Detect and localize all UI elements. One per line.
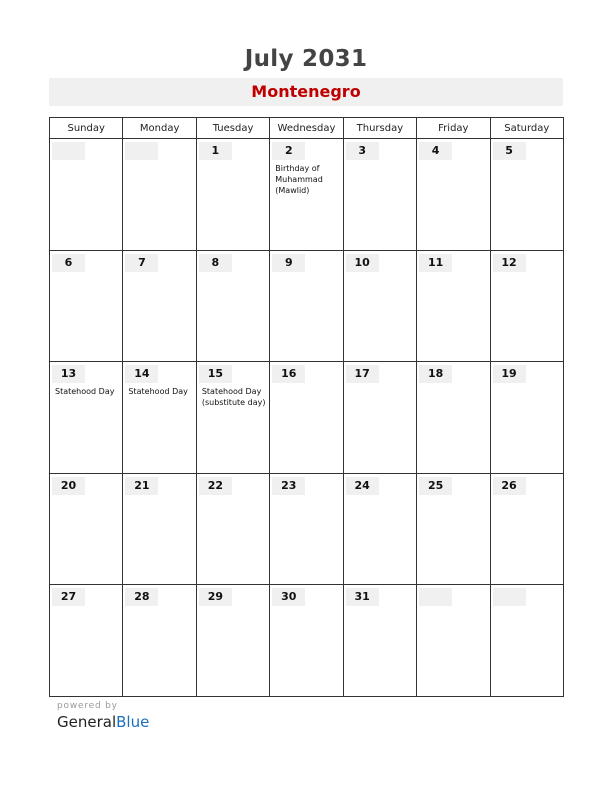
day-cell [490,250,563,362]
holiday-label: Statehood Day [128,387,188,397]
day-cell [270,585,343,697]
day-cell [196,250,269,362]
day-number: 3 [346,142,379,160]
day-number: 25 [419,477,452,495]
empty-day-placeholder [493,588,526,606]
day-cell [343,362,416,474]
day-cell [417,473,490,585]
brand-general: General [57,713,117,731]
day-number: 8 [199,254,232,272]
day-cell [490,473,563,585]
day-number: 30 [272,588,305,606]
day-cell [50,585,123,697]
brand-blue: Blue [116,713,150,731]
day-cell [417,139,490,251]
day-number: 6 [52,254,85,272]
day-number: 9 [272,254,305,272]
week-row [50,362,564,474]
day-cell [343,250,416,362]
day-number: 11 [419,254,452,272]
empty-day-placeholder [125,142,158,160]
day-cell [490,362,563,474]
day-cell [270,139,343,251]
week-row [50,139,564,251]
weekday-monday: Monday [123,118,196,139]
day-cell [270,473,343,585]
day-cell [50,139,123,251]
day-number: 13 [52,365,85,383]
day-cell [50,250,123,362]
calendar-title: July 2031 [244,46,368,72]
day-cell [417,585,490,697]
calendar-grid [49,117,564,697]
holiday-label: Statehood Day [55,387,115,397]
day-cell [123,585,196,697]
day-number: 23 [272,477,305,495]
day-cell [196,139,269,251]
day-cell [270,362,343,474]
holiday-label: Birthday of Muhammad (Mawlid) [275,164,323,195]
day-number: 2 [272,142,305,160]
country-name: Montenegro [251,82,361,101]
day-number: 22 [199,477,232,495]
week-row [50,473,564,585]
weekday-thursday: Thursday [343,118,416,139]
day-cell [343,139,416,251]
day-cell [417,362,490,474]
day-number: 14 [125,365,158,383]
day-number: 7 [125,254,158,272]
day-cell [123,139,196,251]
day-number: 21 [125,477,158,495]
weekday-wednesday: Wednesday [270,118,343,139]
empty-day-placeholder [419,588,452,606]
brand-logo [57,713,149,731]
day-cell [196,473,269,585]
day-cell [123,473,196,585]
day-number: 4 [419,142,452,160]
day-number: 1 [199,142,232,160]
day-number: 26 [493,477,526,495]
weekday-tuesday: Tuesday [196,118,269,139]
day-cell [196,585,269,697]
day-cell [343,585,416,697]
day-cell [123,250,196,362]
weekday-saturday: Saturday [490,118,563,139]
day-cell [490,585,563,697]
footer [57,701,149,731]
day-cell [123,362,196,474]
day-cell [490,139,563,251]
weekday-header-row [50,118,564,139]
weekday-friday: Friday [417,118,490,139]
day-number: 17 [346,365,379,383]
day-number: 18 [419,365,452,383]
day-number: 16 [272,365,305,383]
day-number: 27 [52,588,85,606]
week-row [50,585,564,697]
day-number: 19 [493,365,526,383]
day-cell [270,250,343,362]
day-number: 5 [493,142,526,160]
day-cell [196,362,269,474]
powered-by-text: powered by [57,701,118,711]
day-cell [50,362,123,474]
day-cell [417,250,490,362]
day-cell [50,473,123,585]
day-number: 31 [346,588,379,606]
weekday-sunday: Sunday [50,118,123,139]
day-number: 24 [346,477,379,495]
day-cell [343,473,416,585]
day-number: 20 [52,477,85,495]
empty-day-placeholder [52,142,85,160]
week-row [50,250,564,362]
day-number: 10 [346,254,379,272]
day-number: 28 [125,588,158,606]
day-number: 29 [199,588,232,606]
day-number: 12 [493,254,526,272]
holiday-label: Statehood Day (substitute day) [201,387,266,408]
day-number: 15 [199,365,232,383]
country-banner [49,78,563,106]
